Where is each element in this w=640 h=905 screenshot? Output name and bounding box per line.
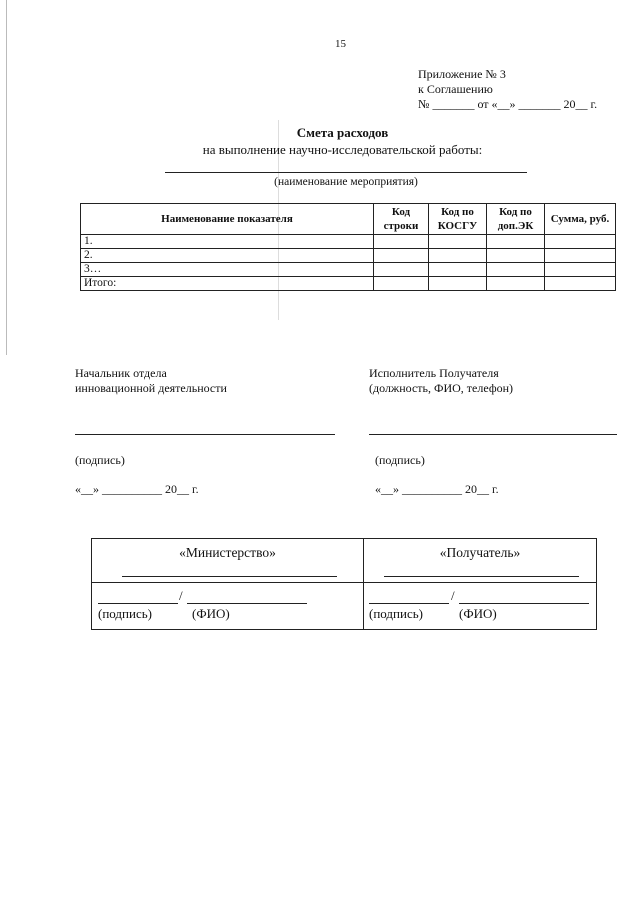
right-signer-details: (должность, ФИО, телефон) (369, 381, 514, 395)
approval-divider (92, 582, 363, 583)
table-cell[interactable] (429, 263, 487, 277)
table-cell[interactable] (545, 277, 616, 291)
event-name-line[interactable] (165, 172, 527, 173)
table-row (81, 263, 616, 277)
page-number: 15 (335, 38, 346, 50)
document-subtitle: на выполнение научно-исследовательской работы: (202, 142, 483, 157)
recipient-signature-caption: (подпись) (369, 606, 423, 621)
ministry-fio-caption: (ФИО) (192, 606, 230, 621)
approvals-table (91, 538, 597, 630)
table-cell[interactable] (429, 277, 487, 291)
recipient-fio-line[interactable] (459, 603, 589, 604)
appendix-agreement: к Соглашению (418, 82, 493, 96)
estimate-table (80, 203, 616, 291)
table-cell[interactable] (429, 249, 487, 263)
row-label: 1. (81, 235, 374, 249)
header-line-code: Код строки (374, 204, 429, 235)
right-signer-block (369, 366, 513, 396)
ministry-signature-line[interactable] (98, 603, 178, 604)
ministry-slash: / (179, 588, 183, 603)
table-cell[interactable] (487, 235, 545, 249)
recipient-label: «Получатель» (439, 545, 521, 560)
ministry-signature-caption: (подпись) (98, 606, 152, 621)
table-cell[interactable] (545, 235, 616, 249)
table-row-total (81, 277, 616, 291)
left-signature-caption: (подпись) (75, 453, 125, 467)
table-cell[interactable] (429, 235, 487, 249)
approval-cell-recipient (364, 539, 597, 630)
left-signer-title: Начальник отдела (75, 366, 167, 380)
appendix-title: Приложение № 3 (418, 67, 506, 81)
appendix-number-date: № _______ от «__» _______ 20__ г. (418, 97, 598, 111)
header-ek-code: Код по доп.ЭК (487, 204, 545, 235)
recipient-name-line[interactable] (384, 576, 579, 577)
row-label-total: Итого: (81, 277, 374, 291)
left-signer-department: инновационной деятельности (75, 381, 227, 395)
left-signer-block (75, 366, 227, 396)
header-amount: Сумма, руб. (545, 204, 616, 235)
left-signature-line[interactable] (75, 434, 335, 435)
ministry-name-line[interactable] (122, 576, 337, 577)
document-title: Смета расходов (296, 125, 389, 140)
table-cell[interactable] (487, 249, 545, 263)
table-cell[interactable] (374, 249, 429, 263)
right-signature-caption: (подпись) (375, 453, 425, 467)
event-name-caption: (наименование мероприятия) (274, 176, 418, 188)
recipient-fio-caption: (ФИО) (459, 606, 497, 621)
approval-cell-ministry (92, 539, 364, 630)
left-date: «__» __________ 20__ г. (75, 482, 199, 496)
header-kosgu-code: Код по КОСГУ (429, 204, 487, 235)
approval-divider (364, 582, 596, 583)
ministry-label: «Министерство» (179, 545, 276, 560)
right-signature-line[interactable] (369, 434, 617, 435)
table-row (81, 235, 616, 249)
table-cell[interactable] (374, 277, 429, 291)
table-cell[interactable] (487, 277, 545, 291)
table-cell[interactable] (374, 263, 429, 277)
table-cell[interactable] (545, 263, 616, 277)
table-cell[interactable] (374, 235, 429, 249)
scan-edge-mark (6, 0, 7, 355)
table-cell[interactable] (545, 249, 616, 263)
table-cell[interactable] (487, 263, 545, 277)
table-header-row (81, 204, 616, 235)
row-label: 2. (81, 249, 374, 263)
row-label: 3… (81, 263, 374, 277)
recipient-slash: / (451, 588, 455, 603)
recipient-signature-line[interactable] (369, 603, 449, 604)
ministry-fio-line[interactable] (187, 603, 307, 604)
appendix-block (418, 67, 597, 112)
table-row (81, 249, 616, 263)
right-signer-title: Исполнитель Получателя (369, 366, 499, 380)
right-date: «__» __________ 20__ г. (375, 482, 499, 496)
header-indicator-name: Наименование показателя (81, 204, 374, 235)
